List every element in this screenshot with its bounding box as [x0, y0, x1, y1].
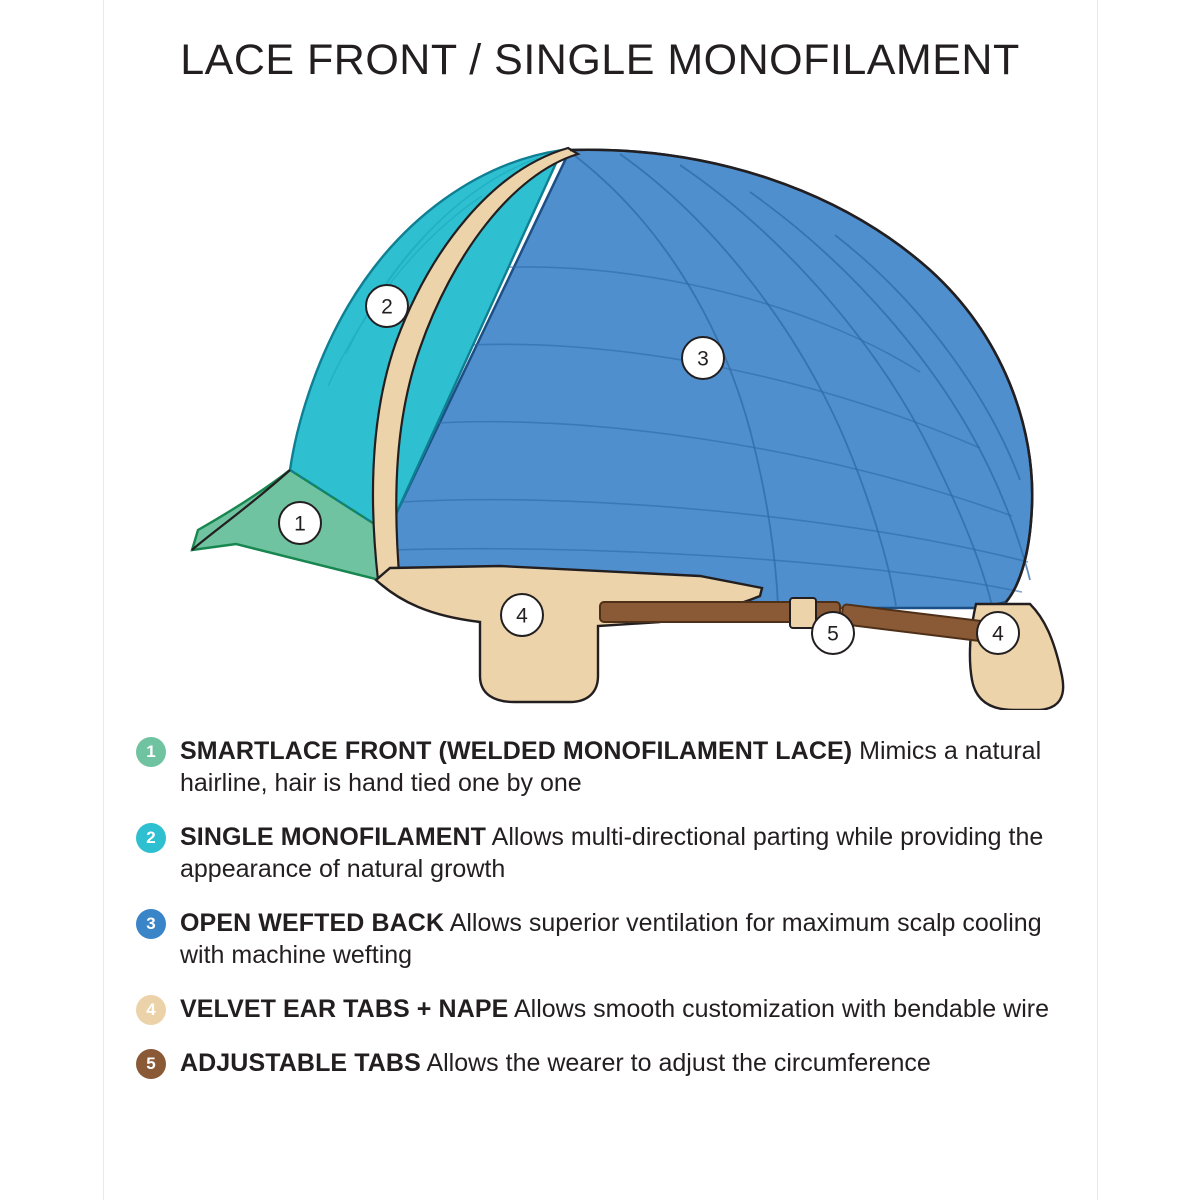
- wig-cap-diagram: [100, 110, 1100, 710]
- legend-label-3: OPEN WEFTED BACK: [180, 909, 445, 937]
- legend-text-2: [180, 821, 1076, 885]
- legend-badge-5: 5: [136, 1049, 166, 1079]
- marker-5-label: 5: [827, 622, 839, 646]
- legend-text-1: [180, 735, 1076, 799]
- legend-text-3: [180, 907, 1076, 971]
- page-title: LACE FRONT / SINGLE MONOFILAMENT: [180, 36, 1020, 84]
- marker-1: [279, 502, 321, 544]
- marker-2: [366, 285, 408, 327]
- legend-badge-3: 3: [136, 909, 166, 939]
- legend-label-1: SMARTLACE FRONT (WELDED MONOFILAMENT LACE): [180, 737, 853, 765]
- marker-4-nape: [977, 612, 1019, 654]
- legend-desc-5: Allows the wearer to adjust the circumference: [426, 1049, 931, 1077]
- velvet-ear-tab: [376, 566, 762, 702]
- legend-item-3: [136, 907, 1076, 971]
- marker-5: [812, 612, 854, 654]
- marker-4-nape-label: 4: [992, 622, 1004, 646]
- legend-item-2: [136, 821, 1076, 885]
- adjustable-tab-buckle: [790, 598, 816, 628]
- legend-label-2: SINGLE MONOFILAMENT: [180, 823, 487, 851]
- legend-desc-3: Allows superior ventilation for maximum scalp cooling with machine wefting: [180, 909, 1042, 969]
- adjustable-tab-right: [841, 604, 988, 642]
- legend-desc-1: Mimics a natural hairline, hair is hand tied one by one: [180, 737, 1042, 797]
- legend-badge-1: 1: [136, 737, 166, 767]
- legend-item-5: [136, 1047, 1076, 1079]
- legend-label-4: VELVET EAR TABS + NAPE: [180, 995, 509, 1023]
- legend-item-1: [136, 735, 1076, 799]
- marker-4-ear: [501, 594, 543, 636]
- legend-text-4: [180, 993, 1049, 1025]
- legend-badge-4: 4: [136, 995, 166, 1025]
- marker-1-label: 1: [294, 512, 306, 536]
- legend: [136, 735, 1076, 1101]
- marker-3: [682, 337, 724, 379]
- legend-text-5: [180, 1047, 931, 1079]
- marker-2-label: 2: [381, 295, 393, 319]
- legend-desc-4: Allows smooth customization with bendable wire: [514, 995, 1049, 1023]
- legend-item-4: [136, 993, 1076, 1025]
- marker-4-ear-label: 4: [516, 604, 528, 628]
- legend-badge-2: 2: [136, 823, 166, 853]
- legend-label-5: ADJUSTABLE TABS: [180, 1049, 421, 1077]
- marker-3-label: 3: [697, 347, 709, 371]
- legend-desc-2: Allows multi-directional parting while providing the appearance of natural growth: [180, 823, 1044, 883]
